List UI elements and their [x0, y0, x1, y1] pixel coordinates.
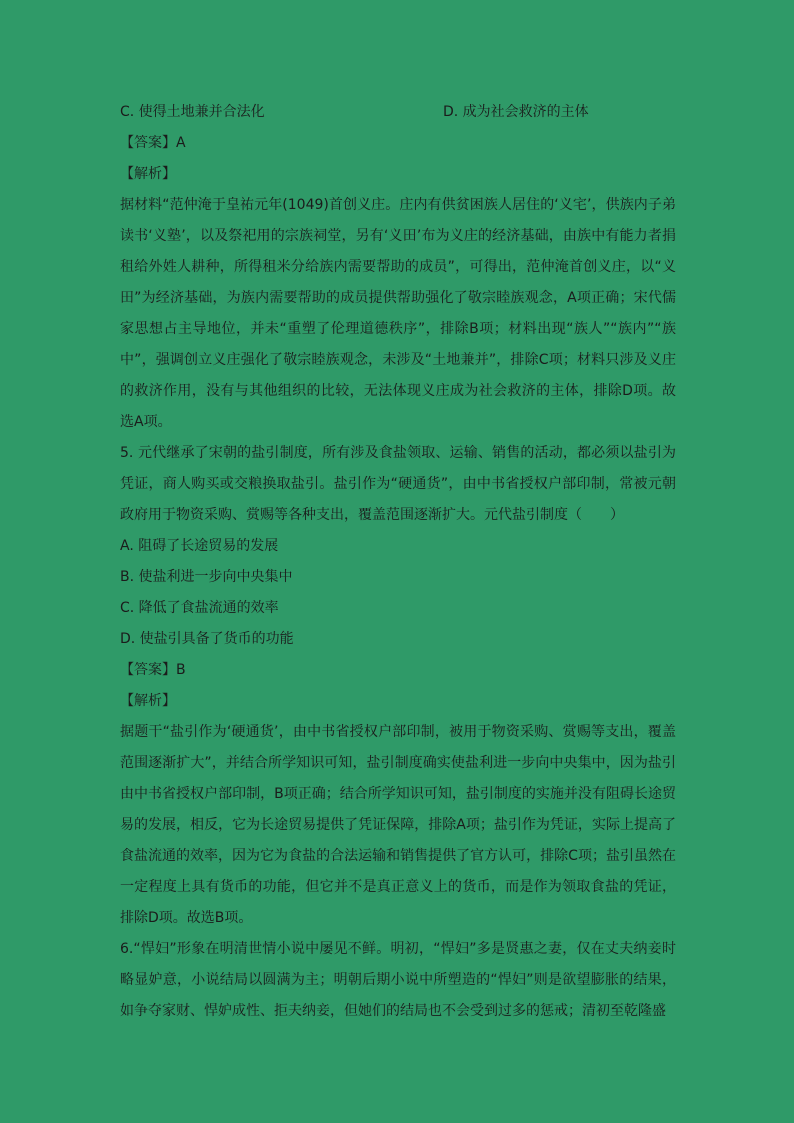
q4-option-d: D. 成为社会救济的主体 [443, 104, 589, 120]
q4-options-row [120, 97, 676, 128]
q5-stem: 5. 元代继承了宋朝的盐引制度，所有涉及食盐领取、运输、销售的活动，都必须以盐引为凭证，商人购买或交粮换取盐引。盐引作为“硬通货”，由中书省授权户部印制，常被元朝政府用于物资采购、赏赐等各种支出，覆盖范围逐渐扩大。元代盐引制度（ ） [120, 445, 676, 523]
q5-option-b: B. 使盐利进一步向中央集中 [120, 569, 293, 585]
q4-analysis: 据材料“范仲淹于皇祐元年(1049)首创义庄。庄内有供贫困族人居住的‘义宅’，供族内子弟读书‘义塾’，以及祭祀用的宗族祠堂，另有‘义田’布为义庄的经济基础，由族中有能力者捐租给外姓人耕种，所得租米分给族内需要帮助的成员”，可得出，范仲淹首创义庄，以“义田”为经济基础，为族内需要帮助的成员提供帮助强化了敬宗睦族观念，A项正确；宋代儒家思想占主导地位，并未“重塑了伦理道德秩序”，排除B项；材料出现“族人”“族内”“族中”，强调创立义庄强化了敬宗睦族观念，未涉及“土地兼并”，排除C项；材料只涉及义庄的救济作用，没有与其他组织的比较，无法体现义庄成为社会救济的主体，排除D项。故选A项。 [120, 197, 676, 430]
q5-answer: 【答案】B [120, 662, 186, 678]
q4-option-c: C. 使得土地兼并合法化 [120, 104, 265, 120]
document-page [120, 97, 676, 1027]
q5-analysis: 据题干“盐引作为‘硬通货’，由中书省授权户部印制，被用于物资采购、赏赐等支出，覆盖范围逐渐扩大”，并结合所学知识可知，盐引制度确实使盐利进一步向中央集中，因为盐引由中书省授权户部印制，B项正确；结合所学知识可知，盐引制度的实施并没有阻碍长途贸易的发展，相反，它为长途贸易提供了凭证保障，排除A项；盐引作为凭证，实际上提高了食盐流通的效率，因为它为食盐的合法运输和销售提供了官方认可，排除C项；盐引虽然在一定程度上具有货币的功能，但它并不是真正意义上的货币，而是作为领取食盐的凭证，排除D项。故选B项。 [120, 724, 676, 926]
q5-analysis-label: 【解析】 [120, 693, 176, 709]
q5-option-d: D. 使盐引具备了货币的功能 [120, 631, 294, 647]
q4-answer: 【答案】A [120, 135, 186, 151]
q6-stem: 6.“悍妇”形象在明清世情小说中屡见不鲜。明初，“悍妇”多是贤惠之妻，仅在丈夫纳妾时略显妒意，小说结局以圆满为主；明朝后期小说中所塑造的“悍妇”则是欲望膨胀的结果，如争夺家财、悍妒成性、拒夫纳妾，但她们的结局也不会受到过多的惩戒；清初至乾隆盛 [120, 941, 676, 1019]
q5-option-a: A. 阻碍了长途贸易的发展 [120, 538, 279, 554]
q5-option-c: C. 降低了食盐流通的效率 [120, 600, 279, 616]
q4-analysis-label: 【解析】 [120, 166, 176, 182]
